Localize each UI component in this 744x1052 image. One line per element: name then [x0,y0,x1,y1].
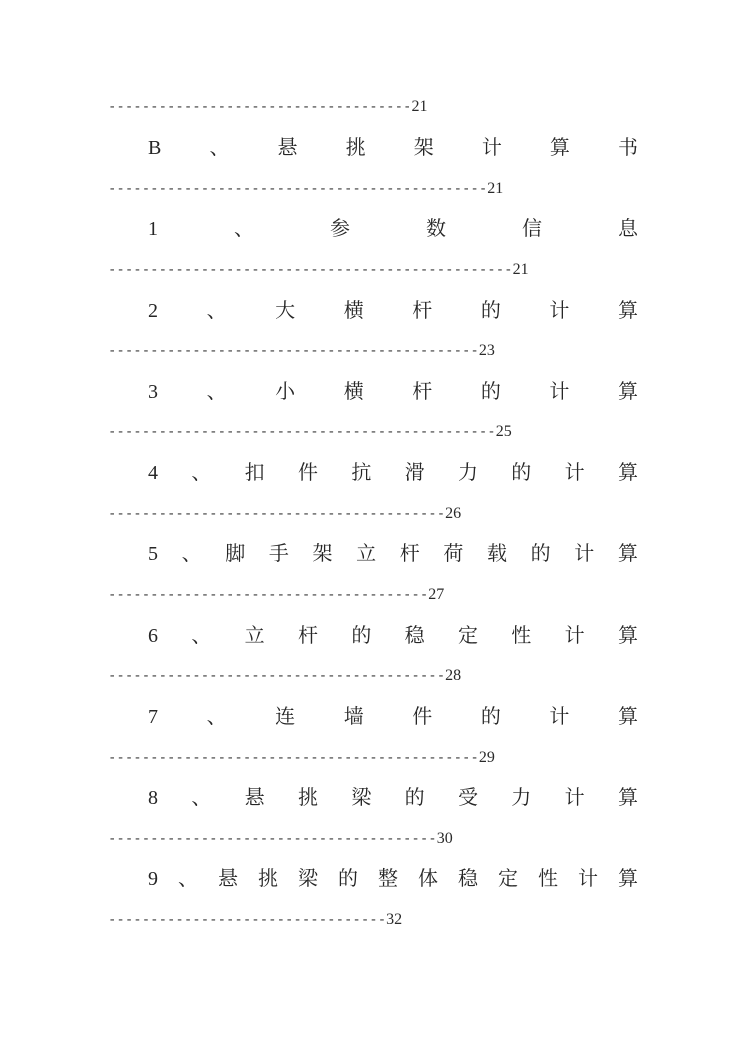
toc-entry-label: 3 、 小 横 杆 的 计 算 [148,380,638,403]
toc-entry [0,453,744,494]
toc-leader-line [0,250,744,291]
toc-leader-line [0,737,744,778]
toc-leader-dashes: --------------------------------- [108,912,387,929]
toc-page-number: 26 [445,504,462,522]
toc-entry-label: 6 、 立 杆 的 稳 定 性 计 算 [148,624,638,647]
toc-entry [0,859,744,900]
toc-leader-line [0,819,744,860]
toc-entry-label: 4 、 扣 件 抗 滑 力 的 计 算 [148,462,638,485]
toc-leader-line [0,656,744,697]
toc-leader-line [0,412,744,453]
toc-leader-line [0,87,744,128]
toc-leader-dashes: --------------------------------------- [108,830,437,847]
toc-entry [0,778,744,819]
toc-leader-line [0,575,744,616]
toc-entry [0,615,744,656]
toc-leader-dashes: ---------------------------------------------- [108,424,496,441]
toc-page-number: 32 [386,911,403,929]
toc-leader-dashes: ---------------------------------------- [108,668,446,685]
toc-entry-label: B 、 悬 挑 架 计 算 书 [148,136,638,159]
toc-entry-label: 5 、 脚 手 架 立 杆 荷 载 的 计 算 [148,543,638,566]
toc-page-number: 21 [512,260,529,278]
toc-leader-line [0,331,744,372]
toc-page-number: 21 [487,179,504,197]
toc-page-number: 25 [495,423,512,441]
toc-page-number: 29 [478,748,495,766]
toc-entry-label: 8 、 悬 挑 梁 的 受 力 计 算 [148,787,638,810]
toc-page-number: 27 [428,586,445,603]
toc-leader-dashes: -------------------------------------- [108,587,429,603]
toc-entry-label: 2 、 大 横 杆 的 计 算 [148,299,638,322]
toc-leader-dashes: -------------------------------------------- [108,749,479,766]
toc-entry-label: 9 、 悬 挑 梁 的 整 体 稳 定 性 计 算 [148,868,638,891]
toc-entry [0,290,744,331]
toc-leader-dashes: ------------------------------------ [108,99,412,116]
toc-entry-label: 1 、 参 数 信 息 [148,218,638,241]
toc-entry [0,697,744,738]
toc-leader-line [0,168,744,209]
toc-leader-line [0,900,744,941]
toc-page-number: 30 [436,829,453,847]
toc-leader-dashes: -------------------------------------------- [108,343,479,360]
toc-entry-label: 7 、 连 墙 件 的 计 算 [148,705,638,728]
toc-page-number: 23 [478,342,495,360]
toc-page-number: 28 [445,667,462,685]
toc-page-number: 21 [411,98,428,116]
toc-leader-dashes: --------------------------------------------- [108,180,488,197]
toc-entry [0,209,744,250]
toc-leader-dashes: ---------------------------------------- [108,505,446,522]
toc-leader-line [0,493,744,534]
toc-entry [0,371,744,412]
toc-entry [0,128,744,169]
toc-entry [0,534,744,575]
toc-leader-dashes: ------------------------------------------------ [108,261,513,278]
